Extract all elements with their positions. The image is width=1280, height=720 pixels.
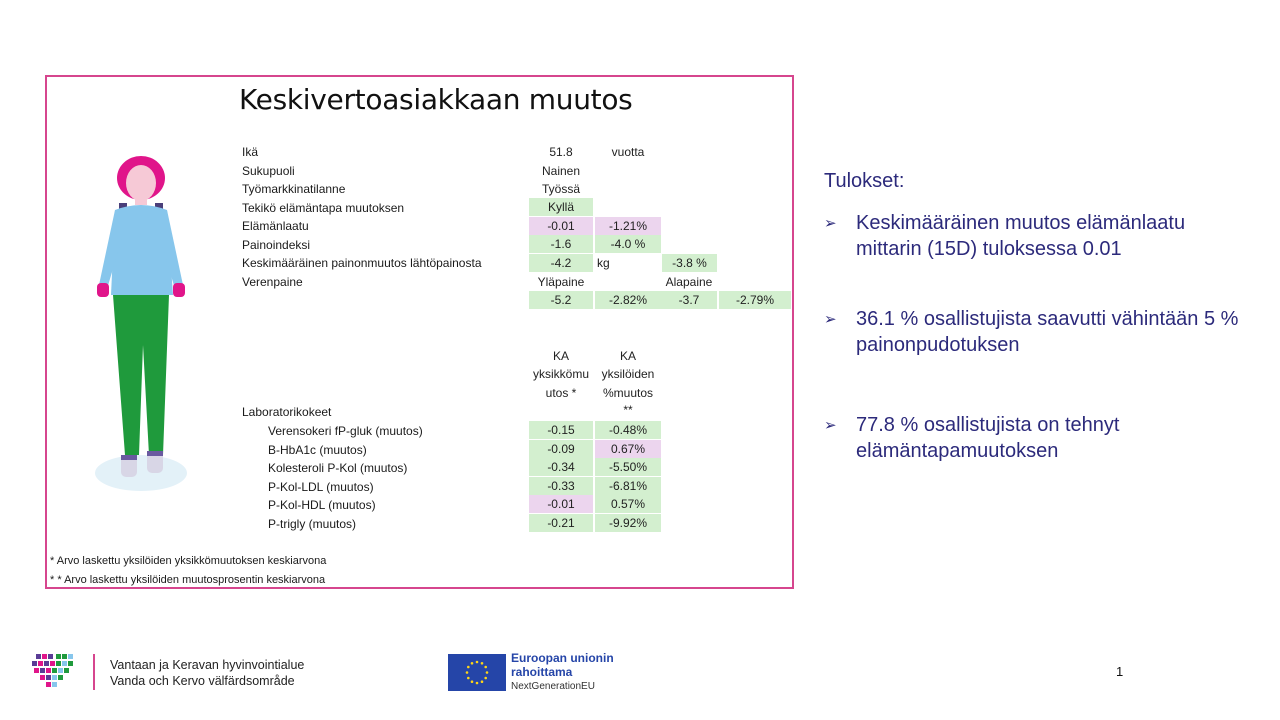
lab-col1-header-1: KA [552,349,569,363]
result-text: 36.1 % osallistujista saavutti vähintään 5 % painonpudotuksen [856,308,1239,356]
eu-line1: Euroopan unionin [511,651,614,665]
lab-col2-header-1: KA [619,349,636,363]
org-name [110,657,304,689]
org-logo-icon [32,652,76,690]
lab-row-label: B-HbA1c (muutos) [268,443,367,457]
label-sukupuoli: Sukupuoli [242,164,295,178]
label-tyomarkkinatilanne: Työmarkkinatilanne [242,182,346,196]
pct-alapaine: -2.79% [719,291,791,309]
ylapaine-label: Yläpaine [537,275,585,289]
org-name-line2: Vanda och Kervo välfärdsområde [110,674,295,688]
arrow-bullet-icon: ➢ [824,417,837,434]
label-painonmuutos: Keskimääräinen painonmuutos lähtöpainosta [242,256,482,270]
result-text: 77.8 % osallistujista on tehnyt elämäntapamuutoksen [856,414,1120,462]
value-sukupuoli: Nainen [541,164,581,178]
lab-col2-header-3: %muutos [602,386,654,400]
label-tekiko: Tekikö elämäntapa muutoksen [242,201,405,215]
lab-row-pct: -0.48% [595,421,661,439]
pct-elamanlaatu: -1.21% [595,217,661,235]
eu-funding-text [511,651,614,679]
eu-nextgen: NextGenerationEU [511,681,595,692]
value-painonmuutos: -4.2 [529,254,593,272]
arrow-bullet-icon: ➢ [824,215,837,232]
lab-col2-header-4: ** [623,403,633,417]
arrow-bullet-icon: ➢ [824,311,837,328]
lab-row-value: -0.33 [529,477,593,495]
value-ika: 51.8 [549,145,573,159]
lab-title: Laboratorikokeet [242,405,332,419]
lab-row-pct: -5.50% [595,458,661,476]
unit-ika: vuotta [611,145,645,159]
value-ylapaine: -5.2 [529,291,593,309]
lab-row-label: P-Kol-HDL (muutos) [268,498,376,512]
value-tekiko: Kyllä [529,198,593,216]
pct-ylapaine: -2.82% [595,291,661,309]
alapaine-label: Alapaine [665,275,713,289]
lab-row-pct: 0.67% [595,440,661,458]
eu-flag-icon [448,654,506,691]
lab-row-pct: 0.57% [595,495,661,513]
unit-painonmuutos: kg [597,256,610,270]
lab-row-value: -0.21 [529,514,593,532]
page-number: 1 [1116,664,1124,679]
eu-line2: rahoittama [511,665,573,679]
org-name-line1: Vantaan ja Keravan hyvinvointialue [110,658,305,672]
lab-row-label: P-trigly (muutos) [268,517,357,531]
results-heading: Tulokset: [824,170,905,192]
lab-col2-header-2: yksilöiden [601,367,655,381]
lab-row-value: -0.01 [529,495,593,513]
lab-col1-header-3: utos * [545,386,577,400]
lab-row-pct: -9.92% [595,514,661,532]
lab-row-label: Verensokeri fP-gluk (muutos) [268,424,423,438]
lab-row-label: P-Kol-LDL (muutos) [268,480,374,494]
label-elamanlaatu: Elämänlaatu [242,219,309,233]
lab-col1-header-2: yksikkömu [532,367,589,381]
footnote-2: * * Arvo laskettu yksilöiden muutosprosentin keskiarvona [50,574,326,586]
value-painoindeksi: -1.6 [529,235,593,253]
label-ika: Ikä [242,145,259,159]
label-painoindeksi: Painoindeksi [242,238,311,252]
lab-row-value: -0.09 [529,440,593,458]
lab-row-value: -0.15 [529,421,593,439]
result-text: Keskimääräinen muutos elämänlaatu mittarin (15D) tuloksessa 0.01 [856,212,1186,260]
value-elamanlaatu: -0.01 [529,217,593,235]
value-alapaine: -3.7 [661,291,717,309]
label-verenpaine: Verenpaine [242,275,303,289]
pct-painoindeksi: -4.0 % [595,235,661,253]
lab-row-value: -0.34 [529,458,593,476]
footnote-1: * Arvo laskettu yksilöiden yksikkömuutoksen keskiarvona [50,555,327,567]
lab-row-pct: -6.81% [595,477,661,495]
person-illustration [95,155,195,495]
card-title: Keskivertoasiakkaan muutos [239,83,633,116]
summary-card [45,75,794,589]
pct-painonmuutos: -3.8 % [662,254,717,272]
footer-divider [93,654,95,690]
value-tyomarkkinatilanne: Työssä [541,182,580,196]
lab-row-label: Kolesteroli P-Kol (muutos) [268,461,408,475]
